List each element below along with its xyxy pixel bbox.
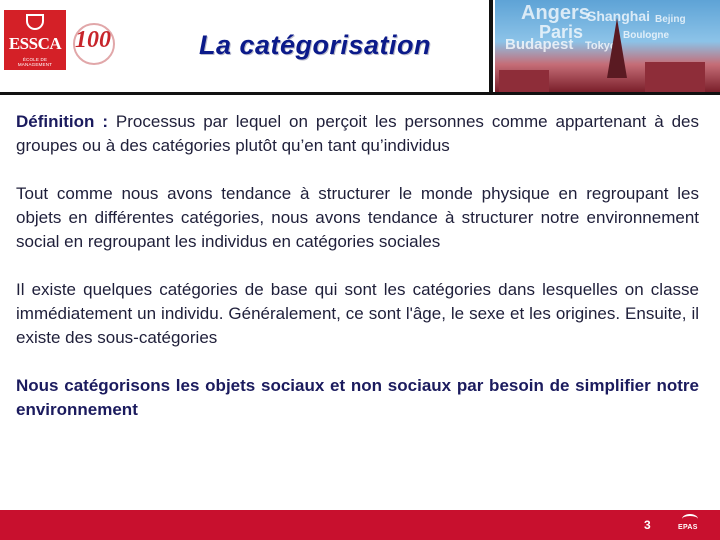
essca-logo-name: ESSCA	[8, 34, 62, 53]
centenary-number: 100	[75, 27, 111, 53]
header-divider	[489, 0, 493, 92]
banner-word: Boulogne	[623, 30, 670, 41]
slide-footer	[0, 510, 720, 540]
definition-text: Processus par lequel on perçoit les personnes comme appartenant à des groupes ou à des catégories plutôt qu’en tant qu’individus	[16, 112, 700, 155]
definition-label: Définition :	[16, 112, 108, 131]
banner-word: Bejing	[655, 14, 686, 25]
building-shape	[645, 62, 705, 92]
essca-logo-tagline: ÉCOLE DE MANAGEMENT	[17, 57, 53, 67]
epas-logo	[668, 514, 712, 538]
building-shape	[499, 70, 549, 92]
conclusion-paragraph: Nous catégorisons les objets sociaux et non sociaux par besoin de simplifier notre environnement	[16, 376, 699, 419]
essca-logo	[4, 10, 66, 70]
essca-shield-icon	[26, 14, 44, 30]
centenary-logo	[70, 20, 116, 66]
page-number: 3	[644, 518, 651, 532]
banner-word: Shanghai	[587, 8, 651, 24]
slide-title: La catégorisation	[198, 30, 432, 60]
cities-banner-image	[495, 0, 720, 92]
eiffel-tower-icon	[607, 18, 627, 78]
body-paragraph: Tout comme nous avons tendance à structurer le monde physique en regroupant les objets en différentes catégories, nous avons tendance à structurer notre environnement social en regroupant les individus en catégories sociales	[16, 184, 699, 251]
slide-header	[0, 0, 720, 96]
banner-word: Budapest	[505, 36, 574, 53]
slide-body	[16, 110, 699, 446]
banner-word: Angers	[521, 2, 590, 24]
epas-logo-text: EPAS	[678, 524, 698, 531]
banner-word: Paris	[539, 22, 584, 42]
banner-word: Tokyo	[585, 40, 617, 52]
epas-swoosh-icon	[682, 514, 698, 524]
body-paragraph: Il existe quelques catégories de base qui sont les catégories dans lesquelles on classe immédiatement un individu. Généralement, ce sont l'âge, le sexe et les origines. Ensuite, il existe des sous-catégories	[16, 280, 699, 347]
definition-paragraph	[16, 110, 699, 158]
header-rule	[0, 92, 720, 95]
